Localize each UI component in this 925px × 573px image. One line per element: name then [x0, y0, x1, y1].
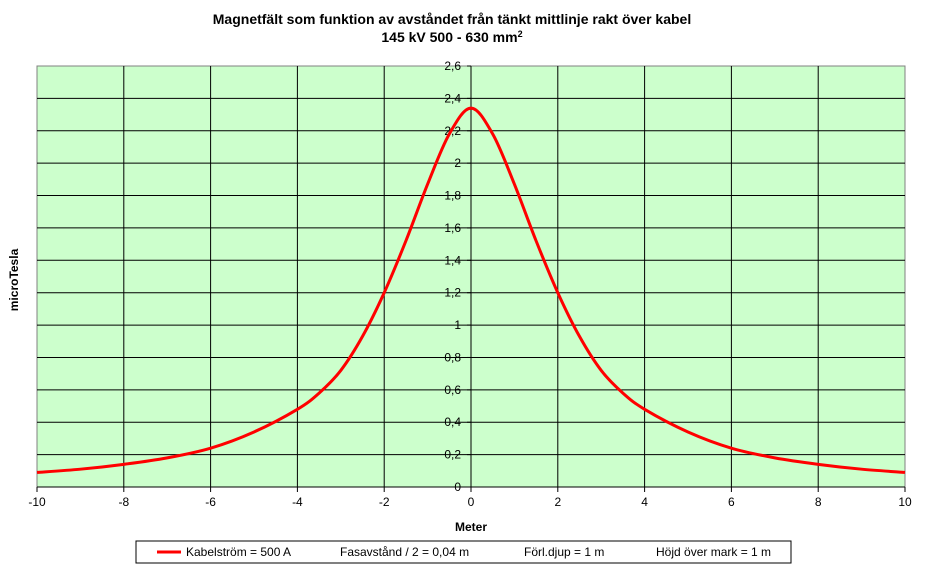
legend-item-phase-distance: Fasavstånd / 2 = 0,04 m — [340, 545, 470, 559]
chart-subtitle-superscript: 2 — [517, 29, 523, 39]
x-tick-label: -6 — [205, 495, 216, 509]
chart-subtitle-text: 145 kV 500 - 630 mm — [381, 29, 518, 45]
x-axis-ticks — [28, 487, 912, 509]
y-tick-label: 1,4 — [444, 253, 461, 268]
x-tick-label: 8 — [814, 495, 822, 509]
x-tick-label: 2 — [554, 495, 562, 509]
y-tick-label: 1,6 — [444, 220, 461, 235]
legend-item-current: Kabelström = 500 A — [186, 545, 292, 559]
y-tick-label: 0,4 — [444, 415, 461, 430]
x-axis-label: Meter — [454, 520, 488, 534]
y-tick-label: 2 — [454, 156, 461, 171]
y-tick-label: 2,2 — [444, 123, 461, 138]
y-tick-label: 1,8 — [444, 188, 461, 203]
legend-item-depth: Förl.djup = 1 m — [524, 545, 605, 559]
y-tick-label: 0,8 — [444, 350, 461, 365]
y-axis-label: microTesla — [7, 248, 21, 312]
x-tick-label: 6 — [728, 495, 735, 509]
y-tick-label: 2,4 — [444, 91, 461, 106]
y-tick-label: 0,2 — [444, 447, 461, 462]
y-tick-label: 1,2 — [444, 285, 461, 300]
x-tick-label: 4 — [641, 495, 648, 509]
x-tick-label: -10 — [28, 495, 46, 509]
chart-title: Magnetfält som funktion av avståndet från tänkt mittlinje rakt över kabel — [212, 11, 692, 27]
y-tick-label: 0 — [454, 480, 461, 494]
y-tick-label: 0,6 — [444, 382, 461, 397]
legend-item-height: Höjd över mark = 1 m — [656, 545, 772, 559]
x-tick-label: 0 — [467, 495, 475, 509]
x-tick-label: -2 — [378, 495, 390, 509]
x-tick-label: -4 — [292, 495, 303, 509]
y-tick-label: 2,6 — [444, 59, 461, 73]
legend — [136, 541, 791, 563]
y-tick-label: 1 — [454, 318, 461, 333]
x-tick-label: -8 — [118, 495, 130, 509]
chart-subtitle — [381, 29, 522, 45]
x-tick-label: 10 — [898, 495, 912, 509]
